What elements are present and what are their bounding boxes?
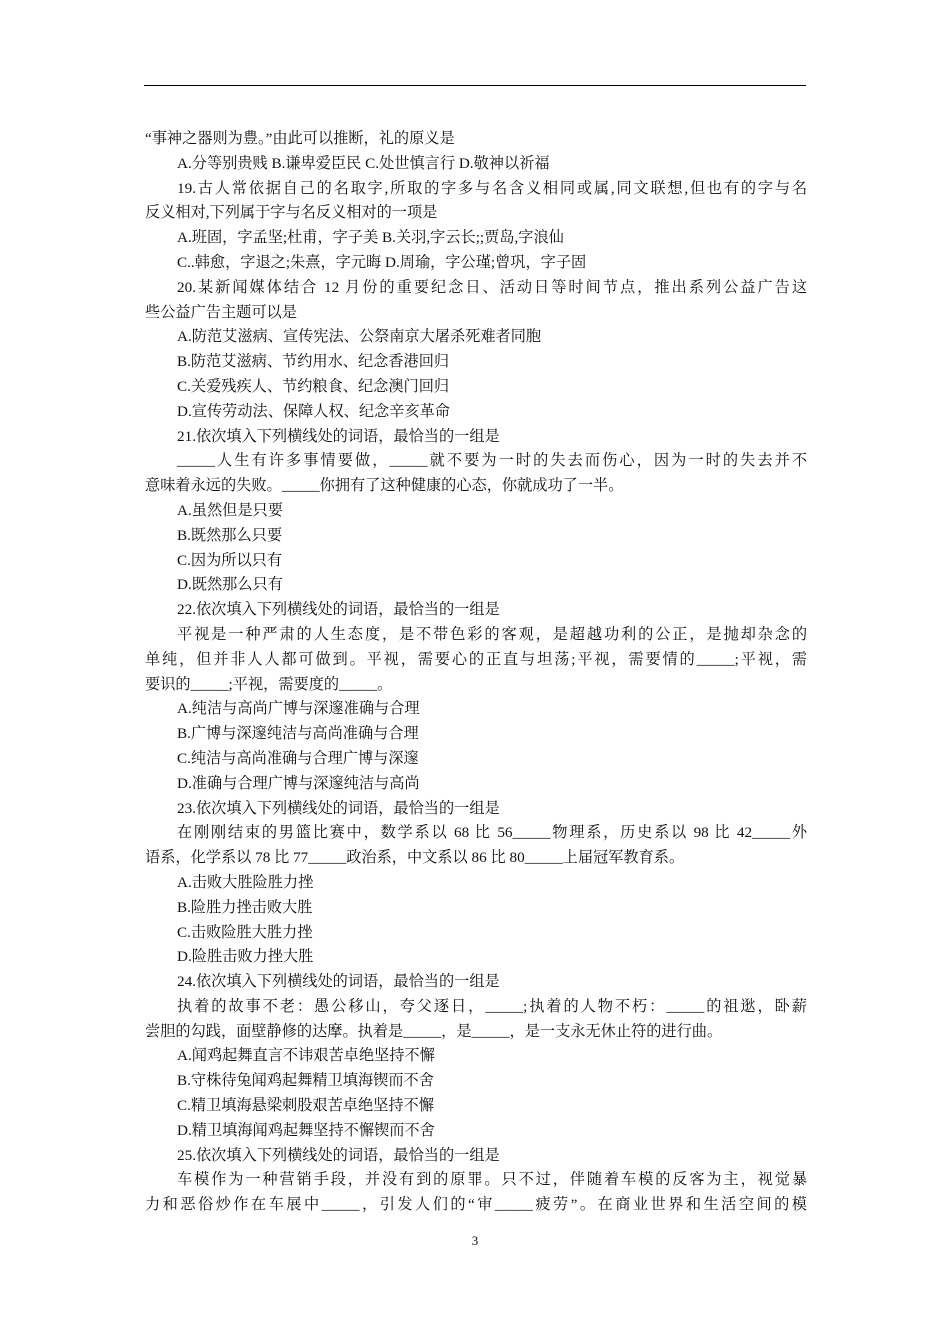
question-24-stem: 24.依次填入下列横线处的词语，最恰当的一组是 [177,973,500,991]
option-b: B.既然那么只要 [177,526,283,544]
option-d: D.险胜击败力挫大胜 [177,948,314,966]
passage-line: 力和恶俗炒作在车展中_____，引发人们的“审_____疲劳”。在商业世界和生活空间的模 [145,1196,807,1214]
option-line: C..韩愈，字退之;朱熹，字元晦 D.周瑜，字公瑾;曾巩，字子固 [177,253,587,271]
option-b: B.险胜力挫击败大胜 [177,898,313,916]
option-d: D.准确与合理广博与深邃纯洁与高尚 [177,774,420,792]
text-line: 些公益广告主题可以是 [145,303,297,321]
option-c: C.精卫填海悬梁刺股艰苦卓绝坚持不懈 [177,1097,434,1115]
text-line: 反义相对,下列属于字与名反义相对的一项是 [145,204,438,222]
header-rule [144,85,806,86]
passage-line: 要识的_____;平视，需要度的_____。 [145,675,393,693]
option-a: A.防范艾滋病、宣传宪法、公祭南京大屠杀死难者同胞 [177,328,542,346]
passage-line: 意味着永远的失败。_____你拥有了这种健康的心态，你就成功了一半。 [145,477,624,495]
passage-line: 执着的故事不老：愚公移山，夸父逐日，_____;执着的人物不朽：_____的祖逖，卧薪 [177,997,807,1015]
option-c: C.因为所以只有 [177,551,283,569]
page-body [145,127,807,1218]
option-a: A.虽然但是只要 [177,501,283,519]
option-d: D.既然那么只有 [177,576,283,594]
option-a: A.纯洁与高尚广博与深邃准确与合理 [177,700,420,718]
option-line: A.班固，字孟坚;杜甫，字子美 B.关羽,字云长;;贾岛,字浪仙 [177,229,564,247]
passage-line: 车模作为一种营销手段，并没有到的原罪。只不过，伴随着车模的反客为主，视觉暴 [177,1171,807,1189]
option-c: C.纯洁与高尚准确与合理广博与深邃 [177,749,419,767]
passage-line: 尝胆的勾践，面壁静修的达摩。执着是_____，是_____，是一支永无休止符的进行曲。 [145,1022,723,1040]
option-d: D.精卫填海闻鸡起舞坚持不懈锲而不舍 [177,1121,435,1139]
passage-line: 单纯，但并非人人都可做到。平视，需要心的正直与坦荡;平视，需要情的_____;平视，需 [145,650,807,668]
page-number: 3 [471,1233,479,1248]
question-22-stem: 22.依次填入下列横线处的词语，最恰当的一组是 [177,601,500,619]
option-c: C.击败险胜大胜力挫 [177,923,313,941]
option-b: B.守株待兔闻鸡起舞精卫填海锲而不舍 [177,1072,434,1090]
option-b: B.广博与深邃纯洁与高尚准确与合理 [177,725,419,743]
question-20-stem: 20.某新闻媒体结合 12 月份的重要纪念日、活动日等时间节点，推出系列公益广告这 [177,278,807,296]
option-d: D.宣传劳动法、保障人权、纪念辛亥革命 [177,402,450,420]
question-23-stem: 23.依次填入下列横线处的词语，最恰当的一组是 [177,799,500,817]
passage-line: 平视是一种严肃的人生态度，是不带色彩的客观，是超越功利的公正，是抛却杂念的 [177,625,807,643]
question-19-stem: 19.古人常依据自己的名取字,所取的字多与名含义相同或属,同文联想,但也有的字与名 [177,179,807,197]
option-line: A.分等别贵贱 B.谦卑爱臣民 C.处世慎言行 D.敬神以祈福 [177,154,550,172]
question-21-stem: 21.依次填入下列横线处的词语，最恰当的一组是 [177,427,500,445]
option-b: B.防范艾滋病、节约用水、纪念香港回归 [177,353,450,371]
option-a: A.击败大胜险胜力挫 [177,873,314,891]
option-c: C.关爱残疾人、节约粮食、纪念澳门回归 [177,377,450,395]
passage-line: 语系，化学系以 78 比 77_____政治系，中文系以 86 比 80_____上届冠军教育系。 [145,849,685,867]
text-line: “事神之器则为豊。”由此可以推断，礼的原义是 [145,130,455,147]
passage-line: 在刚刚结束的男篮比赛中，数学系以 68 比 56_____物理系，历史系以 98 比 42_____外 [177,824,808,842]
option-a: A.闻鸡起舞直言不讳艰苦卓绝坚持不懈 [177,1047,435,1065]
question-25-stem: 25.依次填入下列横线处的词语，最恰当的一组是 [177,1146,500,1164]
passage-line: _____人生有许多事情要做，_____就不要为一时的失去而伤心，因为一时的失去并不 [177,452,807,470]
